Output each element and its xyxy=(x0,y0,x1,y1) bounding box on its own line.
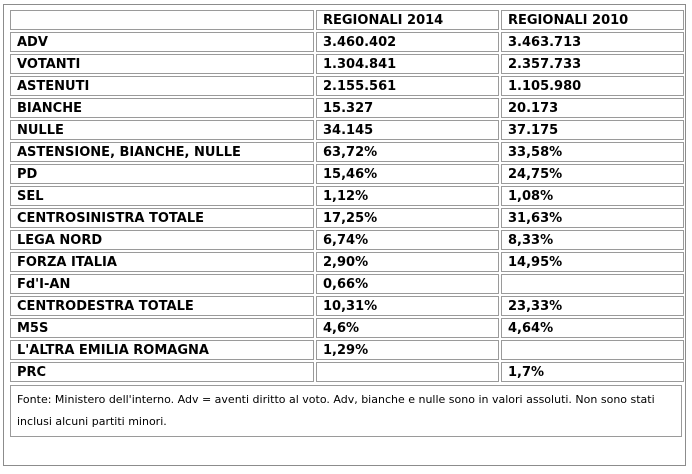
source-footnote: Fonte: Ministero dell'interno. Adv = aventi diritto al voto. Adv, bianche e nulle sono in valori assoluti. Non sono stati inclusi alcuni partiti minori. xyxy=(10,385,682,437)
row-label: BIANCHE xyxy=(10,98,314,118)
value-2014: 3.460.402 xyxy=(316,32,499,52)
value-2010: 23,33% xyxy=(501,296,684,316)
value-2014: 4,6% xyxy=(316,318,499,338)
value-2010: 3.463.713 xyxy=(501,32,684,52)
value-2010: 1,08% xyxy=(501,186,684,206)
value-2014: 15.327 xyxy=(316,98,499,118)
table-row xyxy=(10,98,684,118)
table-row xyxy=(10,76,684,96)
row-label: NULLE xyxy=(10,120,314,140)
value-2010: 2.357.733 xyxy=(501,54,684,74)
row-label: SEL xyxy=(10,186,314,206)
row-label: LEGA NORD xyxy=(10,230,314,250)
value-2014: 15,46% xyxy=(316,164,499,184)
value-2014: 34.145 xyxy=(316,120,499,140)
value-2010: 24,75% xyxy=(501,164,684,184)
row-label: ASTENUTI xyxy=(10,76,314,96)
table-row xyxy=(10,252,684,272)
table-row xyxy=(10,120,684,140)
table-row xyxy=(10,296,684,316)
value-2010 xyxy=(501,340,684,360)
value-2014: 63,72% xyxy=(316,142,499,162)
header-cell-2010: REGIONALI 2010 xyxy=(501,10,684,30)
value-2014: 6,74% xyxy=(316,230,499,250)
election-results-table xyxy=(8,8,686,384)
value-2010 xyxy=(501,274,684,294)
table-header-row xyxy=(10,10,684,30)
value-2010: 20.173 xyxy=(501,98,684,118)
row-label: PD xyxy=(10,164,314,184)
table-row xyxy=(10,32,684,52)
table-row xyxy=(10,362,684,382)
row-label: VOTANTI xyxy=(10,54,314,74)
table-row xyxy=(10,186,684,206)
header-cell-2014: REGIONALI 2014 xyxy=(316,10,499,30)
value-2014: 2,90% xyxy=(316,252,499,272)
table-row xyxy=(10,340,684,360)
value-2010: 4,64% xyxy=(501,318,684,338)
table-row xyxy=(10,274,684,294)
value-2010: 14,95% xyxy=(501,252,684,272)
value-2014: 0,66% xyxy=(316,274,499,294)
value-2010: 31,63% xyxy=(501,208,684,228)
row-label: CENTROSINISTRA TOTALE xyxy=(10,208,314,228)
value-2010: 8,33% xyxy=(501,230,684,250)
row-label: L'ALTRA EMILIA ROMAGNA xyxy=(10,340,314,360)
value-2014: 10,31% xyxy=(316,296,499,316)
value-2014: 1.304.841 xyxy=(316,54,499,74)
value-2010: 1.105.980 xyxy=(501,76,684,96)
value-2010: 1,7% xyxy=(501,362,684,382)
value-2010: 37.175 xyxy=(501,120,684,140)
row-label: ASTENSIONE, BIANCHE, NULLE xyxy=(10,142,314,162)
row-label: CENTRODESTRA TOTALE xyxy=(10,296,314,316)
table-row xyxy=(10,142,684,162)
row-label: ADV xyxy=(10,32,314,52)
row-label: PRC xyxy=(10,362,314,382)
table-row xyxy=(10,230,684,250)
value-2014: 1,12% xyxy=(316,186,499,206)
value-2014: 2.155.561 xyxy=(316,76,499,96)
row-label: Fd'I-AN xyxy=(10,274,314,294)
table-row xyxy=(10,318,684,338)
value-2014: 17,25% xyxy=(316,208,499,228)
row-label: FORZA ITALIA xyxy=(10,252,314,272)
table-row xyxy=(10,164,684,184)
results-table-container xyxy=(3,4,686,466)
value-2014 xyxy=(316,362,499,382)
table-row xyxy=(10,208,684,228)
value-2010: 33,58% xyxy=(501,142,684,162)
row-label: M5S xyxy=(10,318,314,338)
table-row xyxy=(10,54,684,74)
header-cell-label xyxy=(10,10,314,30)
value-2014: 1,29% xyxy=(316,340,499,360)
